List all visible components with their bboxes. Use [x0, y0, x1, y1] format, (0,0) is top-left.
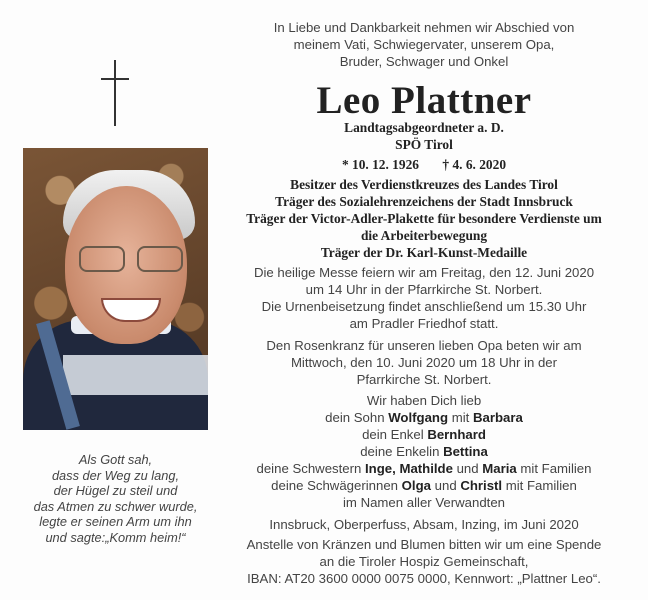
- family-line-granddaughter: deine Enkelin Bettina: [360, 444, 488, 459]
- death-date: † 4. 6. 2020: [442, 157, 507, 172]
- family-line-grandson: dein Enkel Bernhard: [362, 427, 486, 442]
- poem-line: der Hügel zu steil und: [53, 483, 178, 499]
- cross-icon: [101, 60, 129, 126]
- deceased-name: Leo Plattner: [316, 79, 532, 122]
- family-line-sisters-in-law: deine Schwägerinnen Olga und Christl mit Familien: [271, 478, 577, 493]
- honor-line: die Arbeiterbewegung: [360, 228, 488, 243]
- honor-line: Träger des Sozialehrenzeichens der Stadt Innsbruck: [275, 194, 573, 209]
- family-line-relatives: im Namen aller Verwandten: [343, 495, 505, 510]
- place-date: Innsbruck, Oberperfuss, Absam, Inzing, im Juni 2020: [269, 517, 579, 532]
- portrait-photo: [23, 148, 208, 430]
- intro-line: meinem Vati, Schwiegervater, unserem Opa,: [293, 37, 555, 52]
- poem-line: dass der Weg zu lang,: [51, 467, 180, 483]
- honor-line: Träger der Victor-Adler-Plakette für besondere Verdienste um: [246, 211, 602, 226]
- intro-line: In Liebe und Dankbarkeit nehmen wir Abschied von: [273, 20, 575, 35]
- rosary-line: Mittwoch, den 10. Juni 2020 um 18 Uhr in der: [290, 355, 558, 370]
- mass-line: am Pradler Friedhof statt.: [349, 316, 499, 331]
- title-line: Landtagsabgeordneter a. D.: [344, 120, 504, 135]
- life-dates: [224, 157, 624, 173]
- donation-line: Anstelle von Kränzen und Blumen bitten wir um eine Spende: [246, 537, 602, 552]
- mass-line: um 14 Uhr in der Pfarrkirche St. Norbert.: [305, 282, 543, 297]
- poem-line: legte er seinen Arm um ihn: [39, 514, 192, 530]
- donation-line: an die Tiroler Hospiz Gemeinschaft,: [319, 554, 529, 569]
- donation-line: IBAN: AT20 3600 0000 0075 0000, Kennwort: „Plattner Leo“.: [247, 571, 601, 586]
- title-line: SPÖ Tirol: [395, 137, 453, 152]
- poem-line: Als Gott sah,: [78, 452, 153, 467]
- poem-line: und sagte:„Komm heim!“: [45, 529, 186, 545]
- rosary-line: Den Rosenkranz für unseren lieben Opa beten wir am: [266, 338, 582, 353]
- honor-line: Besitzer des Verdienstkreuzes des Landes Tirol: [290, 177, 558, 192]
- family-heading: Wir haben Dich lieb: [366, 393, 482, 408]
- rosary-line: Pfarrkirche St. Norbert.: [356, 372, 492, 387]
- honor-line: Träger der Dr. Karl-Kunst-Medaille: [320, 245, 528, 260]
- mass-line: Die Urnenbeisetzung findet anschließend um 15.30 Uhr: [261, 299, 587, 314]
- birth-date: * 10. 12. 1926: [341, 157, 419, 172]
- poem-line: das Atmen zu schwer wurde,: [33, 498, 198, 514]
- family-line-son: dein Sohn Wolfgang mit Barbara: [325, 410, 523, 425]
- poem: [23, 452, 208, 546]
- intro-line: Bruder, Schwager und Onkel: [339, 54, 509, 69]
- mass-line: Die heilige Messe feiern wir am Freitag, den 12. Juni 2020: [253, 265, 595, 280]
- family-line-sisters: deine Schwestern Inge, Mathilde und Maria mit Familien: [256, 461, 592, 476]
